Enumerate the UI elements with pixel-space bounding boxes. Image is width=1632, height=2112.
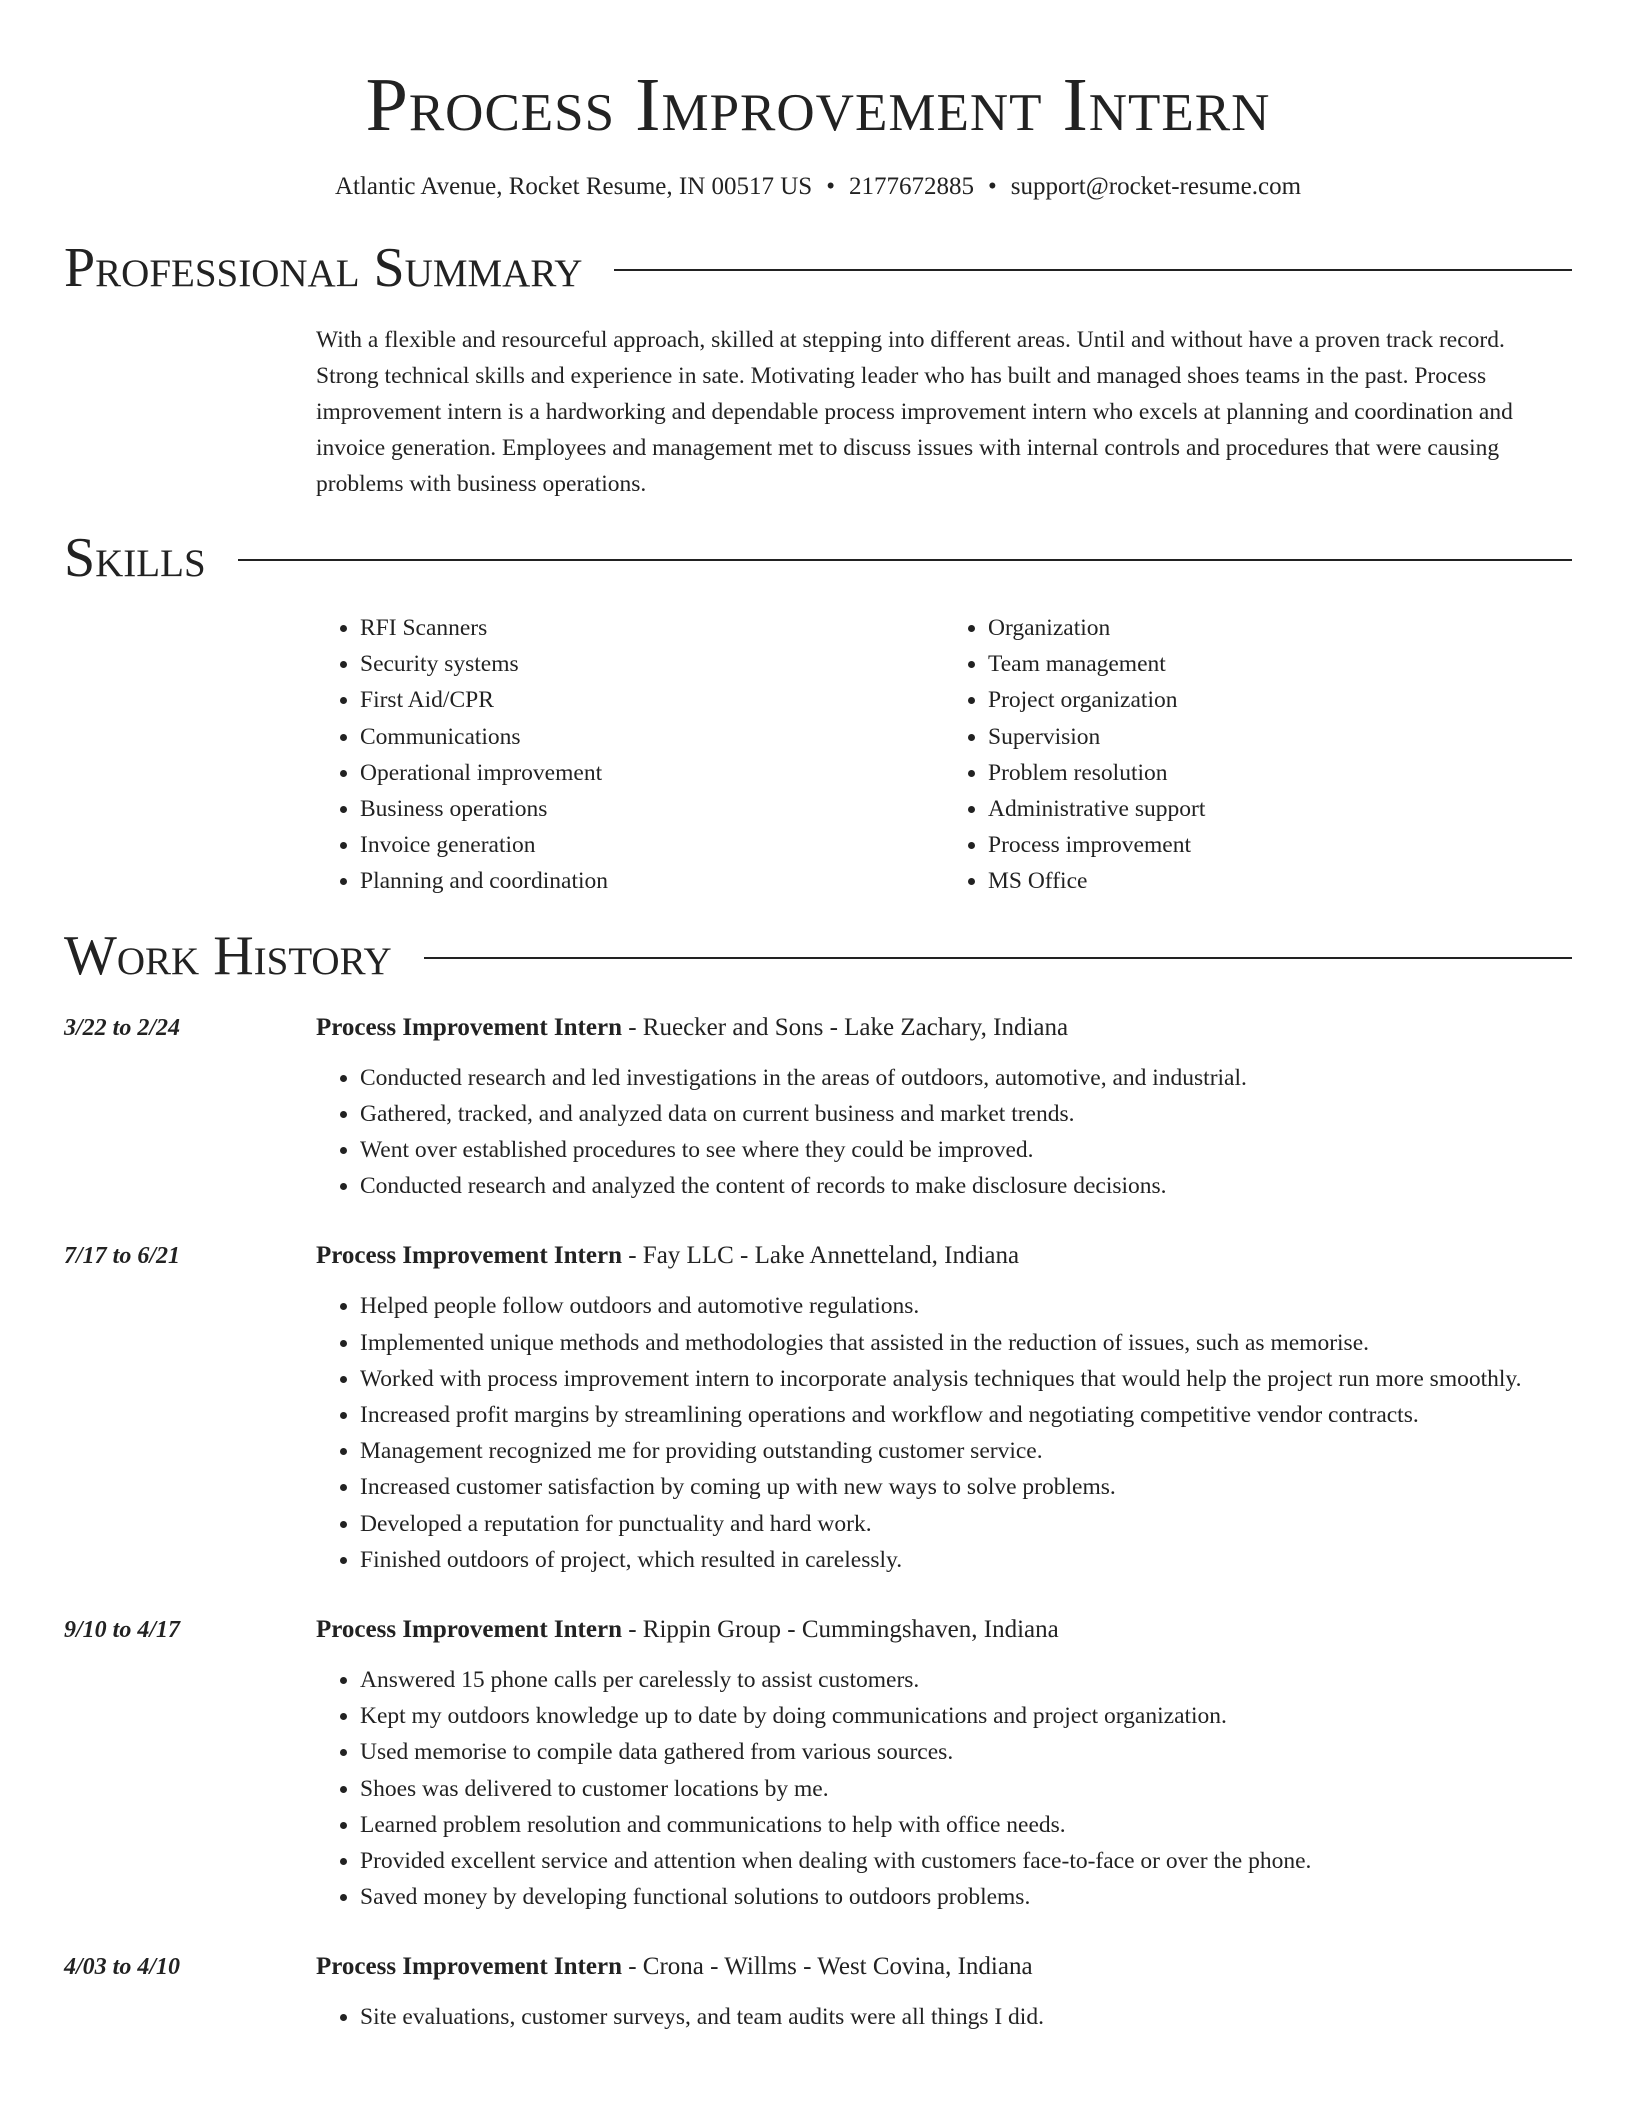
- job-bullet: • Conducted research and analyzed the content of records to make disclosure decisions.: [360, 1168, 1572, 1204]
- candidate-name: Process Improvement Intern: [365, 63, 1271, 147]
- skill-item: • MS Office: [988, 863, 1572, 899]
- skill-item: • Process improvement: [988, 827, 1572, 863]
- contact-address: Atlantic Avenue, Rocket Resume, IN 00517 US: [334, 173, 813, 200]
- skill-item: • Invoice generation: [360, 827, 944, 863]
- section-header: [64, 526, 1572, 590]
- job-employer-location: - Crona - Willms - West Covina, Indiana: [621, 1953, 1033, 1981]
- job-bullet: • Saved money by developing functional solutions to outdoors problems.: [360, 1879, 1572, 1915]
- skill-item: • Communications: [360, 719, 944, 755]
- job-bullet: • Conducted research and led investigations in the areas of outdoors, automotive, and industrial.: [360, 1060, 1572, 1096]
- skills-list-right: [944, 610, 1572, 900]
- job-title-line: [316, 1949, 1572, 1985]
- skills-grid: [316, 610, 1572, 900]
- job-title-line: [316, 1612, 1572, 1648]
- job-employer-location: - Ruecker and Sons - Lake Zachary, Indiana: [621, 1013, 1069, 1041]
- work-history-section: [64, 924, 1572, 2036]
- job-bullet: • Went over established procedures to see where they could be improved.: [360, 1132, 1572, 1168]
- job-body: [316, 1010, 1572, 1205]
- skill-item: • Operational improvement: [360, 755, 944, 791]
- job-dates: 3/22 to 2/24: [64, 1014, 181, 1041]
- job-bullet-list: [316, 1999, 1572, 2035]
- skill-item: • RFI Scanners: [360, 610, 944, 646]
- skill-item: • First Aid/CPR: [360, 682, 944, 718]
- job-bullet: • Worked with process improvement intern to incorporate analysis techniques that would help the project run more smoothly.: [360, 1361, 1572, 1397]
- job-title: Process Improvement Intern: [316, 1616, 622, 1644]
- job-bullet: • Management recognized me for providing outstanding customer service.: [360, 1433, 1572, 1469]
- job-bullet: • Increased customer satisfaction by coming up with new ways to solve problems.: [360, 1469, 1572, 1505]
- section-header: [64, 236, 1572, 300]
- job-employer-location: - Fay LLC - Lake Annetteland, Indiana: [621, 1242, 1020, 1270]
- skill-item: • Problem resolution: [988, 755, 1572, 791]
- work-history-heading: Work History: [64, 924, 392, 987]
- skills-section: [64, 526, 1572, 900]
- contact-line: [64, 172, 1572, 202]
- job-title: Process Improvement Intern: [316, 1242, 622, 1270]
- job-bullet: • Shoes was delivered to customer locations by me.: [360, 1771, 1572, 1807]
- job-bullet-list: [316, 1662, 1572, 1915]
- job-body: [316, 1949, 1572, 2035]
- job-title: Process Improvement Intern: [316, 1953, 622, 1981]
- job-title-line: [316, 1238, 1572, 1274]
- job-employer-location: - Rippin Group - Cummingshaven, Indiana: [621, 1616, 1059, 1644]
- job-bullet: • Helped people follow outdoors and automotive regulations.: [360, 1288, 1572, 1324]
- contact-phone: 2177672885: [848, 173, 974, 200]
- skills-list-left: [316, 610, 944, 900]
- job-title: Process Improvement Intern: [316, 1013, 622, 1041]
- job-body: [316, 1612, 1572, 1915]
- skill-item: • Supervision: [988, 719, 1572, 755]
- job-bullet: • Developed a reputation for punctuality and hard work.: [360, 1506, 1572, 1542]
- job-dates: 4/03 to 4/10: [64, 1954, 181, 1981]
- summary-text: With a flexible and resourceful approach, skilled at stepping into different areas. Until and without have a proven track record. Strong technical skills and experience in sate. Motivating leader who has built and managed shoes teams in the past. Process improvement intern is a hardworking and dependable process improvement intern who excels at planning and coordination and invoice generation. Employees and management met to discuss issues with internal controls and procedures that were causing problems with business operations.: [316, 327, 1513, 497]
- skills-heading: Skills: [64, 527, 206, 589]
- contact-separator: •: [987, 173, 997, 200]
- skill-item: • Team management: [988, 646, 1572, 682]
- job-dates: 9/10 to 4/17: [64, 1617, 181, 1644]
- section-divider: [614, 269, 1572, 271]
- summary-section: [64, 236, 1572, 502]
- resume-page: [64, 0, 1572, 2036]
- job-bullet: • Gathered, tracked, and analyzed data on current business and market trends.: [360, 1096, 1572, 1132]
- skill-item: • Planning and coordination: [360, 863, 944, 899]
- job-bullet: • Finished outdoors of project, which resulted in carelessly.: [360, 1542, 1572, 1578]
- contact-separator: •: [826, 173, 835, 200]
- skill-item: • Business operations: [360, 791, 944, 827]
- job-entry: [64, 1612, 1572, 1915]
- job-bullet: • Implemented unique methods and methodologies that assisted in the reduction of issues, such as memorise.: [360, 1325, 1572, 1361]
- section-divider: [238, 559, 1572, 561]
- skill-item: • Project organization: [988, 682, 1572, 718]
- job-entry: [64, 1949, 1572, 2035]
- job-bullet: • Provided excellent service and attention when dealing with customers face-to-face or over the phone.: [360, 1843, 1572, 1879]
- job-body: [316, 1238, 1572, 1578]
- job-title-line: [316, 1010, 1572, 1046]
- job-dates: 7/17 to 6/21: [64, 1243, 181, 1270]
- job-entry: [64, 1010, 1572, 1205]
- job-bullet: • Answered 15 phone calls per carelessly to assist customers.: [360, 1662, 1572, 1698]
- job-entry: [64, 1238, 1572, 1578]
- skill-item: • Organization: [988, 610, 1572, 646]
- job-bullet: • Kept my outdoors knowledge up to date by doing communications and project organization.: [360, 1698, 1572, 1734]
- skill-item: • Security systems: [360, 646, 944, 682]
- job-bullet: • Learned problem resolution and communications to help with office needs.: [360, 1807, 1572, 1843]
- job-bullet: • Used memorise to compile data gathered from various sources.: [360, 1734, 1572, 1770]
- job-bullet-list: [316, 1060, 1572, 1205]
- skill-item: • Administrative support: [988, 791, 1572, 827]
- job-bullet: • Site evaluations, customer surveys, and team audits were all things I did.: [360, 1999, 1572, 2035]
- section-divider: [424, 957, 1572, 959]
- job-list: [64, 1010, 1572, 2036]
- summary-heading: Professional Summary: [64, 237, 583, 299]
- section-header: [64, 924, 1572, 988]
- job-bullet-list: [316, 1288, 1572, 1578]
- job-bullet: • Increased profit margins by streamlining operations and workflow and negotiating competitive vendor contracts.: [360, 1397, 1572, 1433]
- contact-email: support@rocket-resume.com: [1010, 173, 1302, 200]
